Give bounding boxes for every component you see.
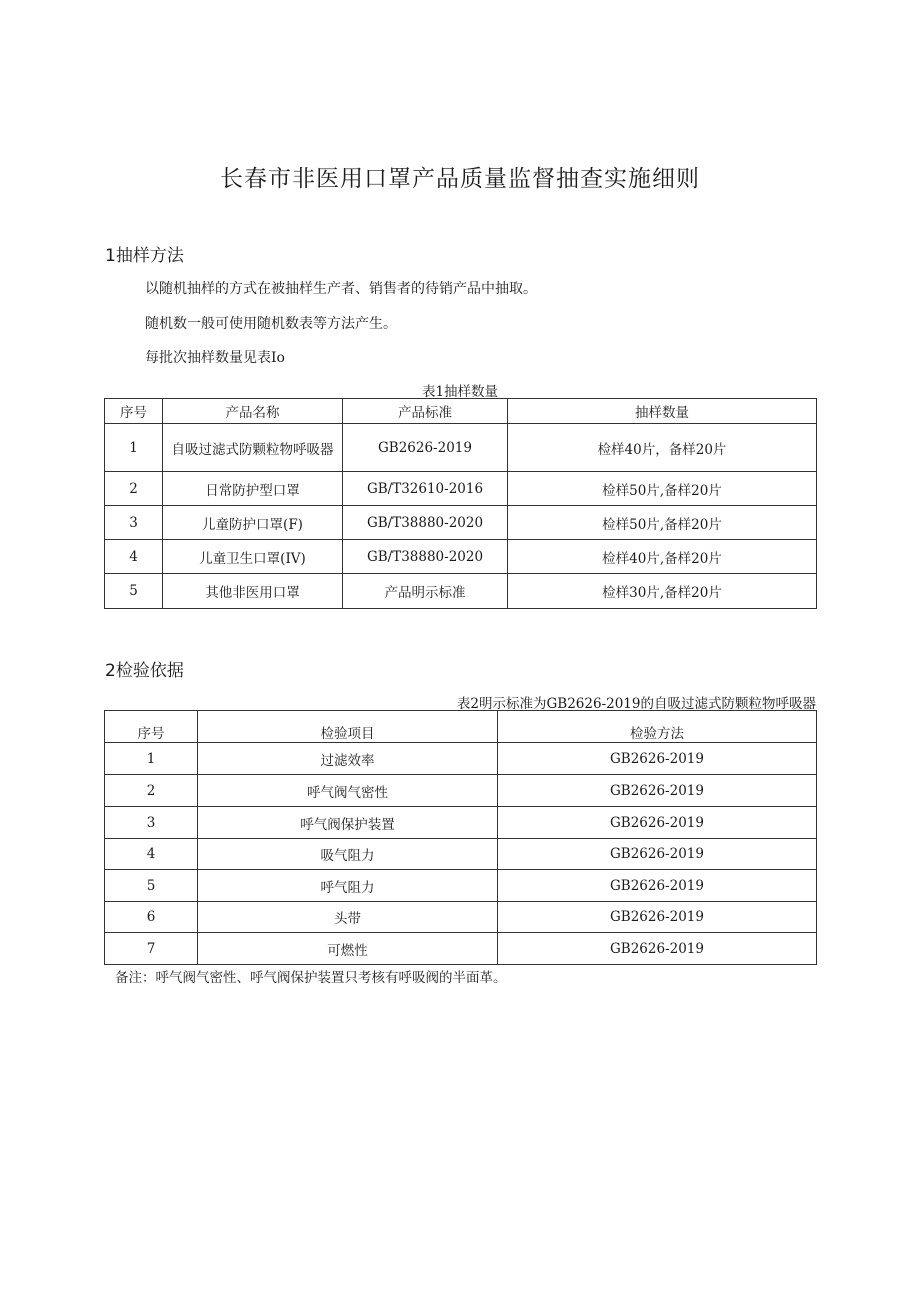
table-cell: 1 <box>105 424 163 472</box>
table-row <box>105 870 817 902</box>
table-cell: 自吸过滤式防颗粒物呼吸器 <box>163 424 343 472</box>
table-cell: 检样40片,备样20片 <box>508 540 817 574</box>
table-cell: 日常防护型口罩 <box>163 472 343 506</box>
table-cell: 其他非医用口罩 <box>163 574 343 609</box>
section-2-heading: 2检验依据 <box>105 661 184 681</box>
table-row <box>105 506 817 540</box>
table-cell: 吸气阻力 <box>198 839 498 870</box>
table-row <box>105 540 817 574</box>
table-cell: GB/T32610-2016 <box>343 472 508 506</box>
table-cell: 检样50片,备样20片 <box>508 472 817 506</box>
table-cell: 检样30片,备样20片 <box>508 574 817 609</box>
table-2-note: 备注：呼气阀气密性、呼气阀保护装置只考核有呼吸阀的半面革。 <box>115 970 507 986</box>
table-2-caption: 表2明示标准为GB2626-2019的自吸过滤式防颗粒物呼吸器 <box>456 696 816 712</box>
table-cell: 呼气阻力 <box>198 870 498 902</box>
table-cell: 5 <box>105 574 163 609</box>
table-cell: 可燃性 <box>198 933 498 965</box>
table-row <box>105 775 817 807</box>
table-cell: GB/T38880-2020 <box>343 506 508 540</box>
table-cell: 呼气阀保护装置 <box>198 807 498 839</box>
table-row <box>105 743 817 775</box>
table-cell: 呼气阀气密性 <box>198 775 498 807</box>
table-header-row <box>105 711 817 743</box>
table-cell: 过滤效率 <box>198 743 498 775</box>
table-row <box>105 933 817 965</box>
table-cell: GB2626-2019 <box>498 743 817 775</box>
column-header: 产品标准 <box>343 399 508 424</box>
table-cell: 头带 <box>198 902 498 933</box>
table-cell: 2 <box>105 472 163 506</box>
column-header: 检验方法 <box>498 711 817 743</box>
table-cell: GB2626-2019 <box>498 775 817 807</box>
section-1-paragraph-1: 以随机抽样的方式在被抽样生产者、销售者的待销产品中抽取。 <box>145 281 537 297</box>
section-1-heading: 1抽样方法 <box>105 246 184 266</box>
table-cell: 3 <box>105 506 163 540</box>
table-cell: GB2626-2019 <box>498 839 817 870</box>
table-cell: 4 <box>105 540 163 574</box>
table-cell: GB2626-2019 <box>343 424 508 472</box>
table-cell: 检样40片，备样20片 <box>508 424 817 472</box>
table-cell: GB2626-2019 <box>498 807 817 839</box>
table-header-row <box>105 399 817 424</box>
table-cell: 5 <box>105 870 198 902</box>
table-cell: 6 <box>105 902 198 933</box>
table-cell: 产品明示标准 <box>343 574 508 609</box>
table-row <box>105 424 817 472</box>
column-header: 抽样数量 <box>508 399 817 424</box>
section-1-paragraph-2: 随机数一般可使用随机数表等方法产生。 <box>145 316 397 332</box>
table-cell: GB/T38880-2020 <box>343 540 508 574</box>
table-cell: 检样50片,备样20片 <box>508 506 817 540</box>
column-header: 检验项目 <box>198 711 498 743</box>
table-row <box>105 472 817 506</box>
table-row <box>105 807 817 839</box>
section-1-paragraph-3: 每批次抽样数量见表Io <box>145 350 285 366</box>
table-row <box>105 902 817 933</box>
table-row <box>105 839 817 870</box>
table-cell: 3 <box>105 807 198 839</box>
table-cell: 1 <box>105 743 198 775</box>
table-cell: 儿童卫生口罩(IV) <box>163 540 343 574</box>
column-header: 产品名称 <box>163 399 343 424</box>
sampling-quantity-table <box>104 398 817 609</box>
table-cell: 儿童防护口罩(F) <box>163 506 343 540</box>
inspection-basis-table <box>104 710 817 965</box>
table-cell: 7 <box>105 933 198 965</box>
table-row <box>105 574 817 609</box>
column-header: 序号 <box>105 711 198 743</box>
table-cell: 4 <box>105 839 198 870</box>
table-cell: GB2626-2019 <box>498 870 817 902</box>
table-1-caption: 表1抽样数量 <box>421 384 499 400</box>
column-header: 序号 <box>105 399 163 424</box>
table-cell: GB2626-2019 <box>498 933 817 965</box>
table-cell: 2 <box>105 775 198 807</box>
table-cell: GB2626-2019 <box>498 902 817 933</box>
document-title: 长春市非医用口罩产品质量监督抽查实施细则 <box>220 166 700 192</box>
